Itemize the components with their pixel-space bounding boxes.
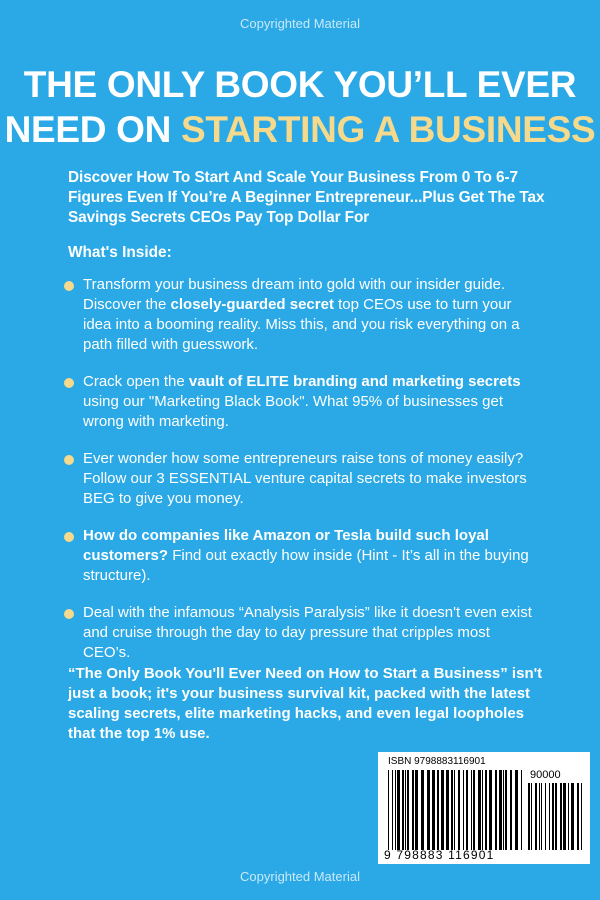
barcode-bar <box>577 783 579 850</box>
barcode-bar <box>471 770 472 850</box>
barcode-bar <box>451 770 453 850</box>
barcode-bar <box>463 770 464 850</box>
benefit-highlight: How do companies like Amazon or Tesla build such loyal customers? <box>83 527 489 564</box>
barcode-bar <box>515 770 518 850</box>
benefit-item <box>60 275 540 355</box>
bullet-dot-icon <box>64 455 74 465</box>
barcode-bar <box>458 770 460 850</box>
barcode-bar <box>388 770 389 850</box>
barcode-bar <box>552 783 554 850</box>
barcode-bar <box>485 770 487 850</box>
barcode-bar <box>560 783 562 850</box>
barcode-bar <box>402 770 404 850</box>
barcode-bar <box>421 770 424 850</box>
barcode-bar <box>473 770 475 850</box>
benefit-text: Crack open the <box>83 373 189 390</box>
copyright-watermark-top: Copyrighted Material <box>240 16 360 31</box>
benefit-text: using our "Marketing Black Book". What 95% of businesses get wrong with marketing. <box>83 393 504 430</box>
benefit-item <box>60 372 540 432</box>
bullet-dot-icon <box>64 378 74 388</box>
barcode-bar <box>427 770 430 850</box>
barcode-bar <box>478 770 481 850</box>
benefit-text: top CEOs use to turn your idea into a booming reality. Miss this, and you risk everything on a path filled with guesswork. <box>83 296 520 353</box>
benefit-list <box>60 275 540 680</box>
barcode-bar <box>412 770 414 850</box>
barcode-bar <box>535 783 537 850</box>
benefit-item <box>60 526 540 586</box>
whats-inside-title: What's Inside: <box>68 244 172 261</box>
barcode-bar <box>466 770 468 850</box>
barcode-bar <box>397 770 400 850</box>
barcode-bar <box>539 783 540 850</box>
barcode-bar <box>437 770 439 850</box>
barcode-bar <box>549 783 550 850</box>
isbn-barcode <box>378 752 590 864</box>
barcode-bar <box>541 783 542 850</box>
bullet-dot-icon <box>64 609 74 619</box>
barcode-bar <box>441 770 444 850</box>
barcode-bar <box>415 770 418 850</box>
barcode-digits: 9 798883 116901 <box>384 848 495 862</box>
headline <box>0 62 600 152</box>
barcode-bar <box>495 770 497 850</box>
barcode-bar <box>446 770 449 850</box>
benefit-text: Ever wonder how some entrepreneurs raise tons of money easily? Follow our 3 ESSENTIAL venture capital secrets to make investors BEG to give you money. <box>83 450 527 507</box>
headline-line-2 <box>0 107 600 152</box>
barcode-bar <box>555 783 557 850</box>
barcode-bar <box>395 770 396 850</box>
barcode-bar <box>563 783 566 850</box>
barcode-bar <box>521 770 522 850</box>
headline-accent: STARTING A BUSINESS <box>181 109 596 150</box>
barcode-bar <box>407 770 409 850</box>
barcode-bar <box>545 783 546 850</box>
bullet-dot-icon <box>64 281 74 291</box>
benefit-text: Transform your business dream into gold with our insider guide. Discover the <box>83 276 506 313</box>
barcode-bar <box>568 783 569 850</box>
benefit-text: Deal with the infamous “Analysis Paralysis” like it doesn't even exist and cruise through the day to day pressure that cripples most CEO’s. <box>83 604 532 661</box>
barcode-main-bars <box>388 770 522 850</box>
headline-plain: NEED ON <box>4 109 182 150</box>
barcode-bar <box>482 770 483 850</box>
barcode-bar <box>510 770 512 850</box>
barcode-bar <box>454 770 455 850</box>
barcode-bar <box>432 770 435 850</box>
barcode-bar <box>531 783 532 850</box>
benefit-item <box>60 449 540 509</box>
barcode-addon-bars <box>528 783 582 850</box>
closing-paragraph: “The Only Book You'll Ever Need on How to Start a Business” isn't just a book; it's your business survival kit, packed with the latest scaling secrets, elite marketing hacks, and even legal loopholes that the top 1% use. <box>68 665 543 742</box>
headline-line-1: THE ONLY BOOK YOU’LL EVER <box>23 64 577 105</box>
subheadline: Discover How To Start And Scale Your Business From 0 To 6-7 Figures Even If You’re A Beginner Entrepreneur...Plus Get The Tax Savings Secrets CEOs Pay Top Dollar For <box>68 169 545 226</box>
barcode-bar <box>503 770 504 850</box>
barcode-bar <box>528 783 530 850</box>
benefit-highlight: vault of ELITE branding and marketing secrets <box>188 373 521 390</box>
barcode-bar <box>392 770 393 850</box>
barcode-bar <box>581 783 582 850</box>
bullet-dot-icon <box>64 532 74 542</box>
barcode-bar <box>405 770 406 850</box>
barcode-bar <box>499 770 502 850</box>
benefit-text: Find out exactly how inside (Hint - It’s all in the buying structure). <box>83 547 529 584</box>
barcode-bar <box>571 783 574 850</box>
barcode-bar <box>505 770 507 850</box>
benefit-item <box>60 603 540 663</box>
isbn-label: ISBN 9798883116901 <box>388 756 486 767</box>
price-code: 90000 <box>530 769 561 781</box>
copyright-watermark-bottom: Copyrighted Material <box>240 869 360 884</box>
barcode-bar <box>489 770 492 850</box>
benefit-highlight: closely-guarded secret <box>170 296 334 313</box>
